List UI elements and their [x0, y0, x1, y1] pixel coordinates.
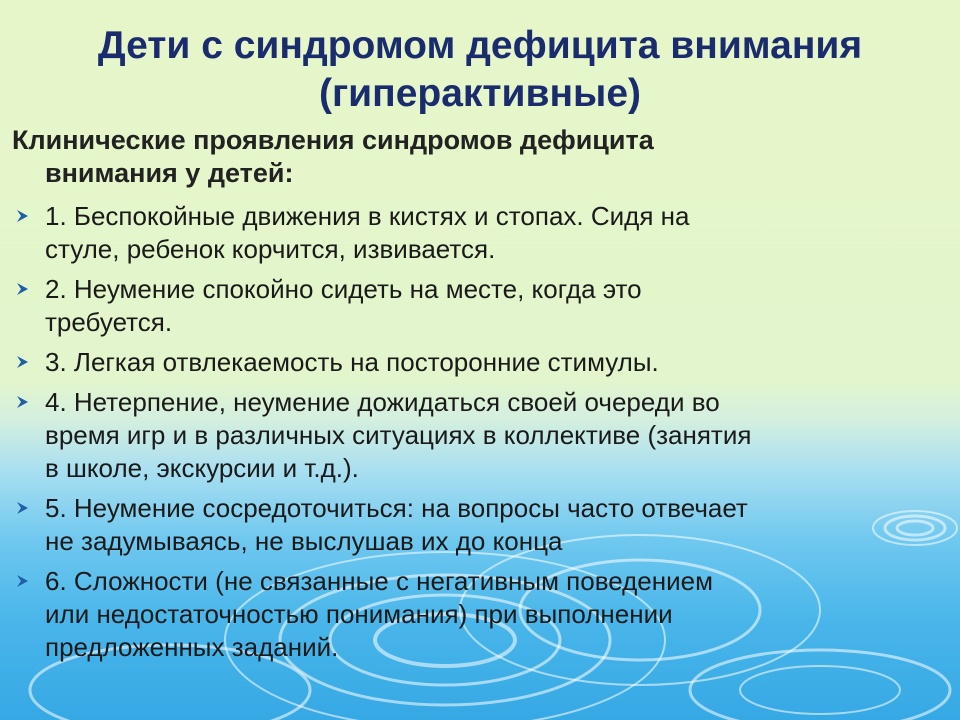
- list-item: [14, 346, 934, 379]
- list-item: [14, 200, 934, 266]
- list-item-line: 4. Нетерпение, неумение дожидаться своей очереди во: [45, 387, 720, 417]
- list-item-line: 2. Неумение спокойно сидеть на месте, когда это: [45, 274, 642, 304]
- list-item: [14, 565, 934, 664]
- list-item: [14, 386, 934, 485]
- list-item: [14, 273, 934, 339]
- section-heading-line-1: Клинические проявления синдромов дефицита: [12, 125, 654, 155]
- list-item-line: не задумываясь, не выслушав их до конца: [45, 526, 563, 556]
- section-heading-line-2: внимания у детей:: [45, 158, 294, 188]
- symptom-list: [14, 200, 934, 671]
- section-heading: [12, 124, 942, 190]
- arrowhead-bullet-icon: [14, 281, 30, 297]
- slide-title: [40, 22, 920, 118]
- list-item-line: 1. Беспокойные движения в кистях и стопах. Сидя на: [45, 201, 690, 231]
- list-item-line: 3. Легкая отвлекаемость на посторонние стимулы.: [45, 347, 659, 377]
- list-item-line: время игр и в различных ситуациях в коллективе (занятия: [45, 420, 752, 450]
- title-line-2: (гиперактивные): [318, 72, 642, 115]
- list-item-line: стуле, ребенок корчится, извивается.: [45, 234, 496, 264]
- list-item-line: требуется.: [45, 307, 173, 337]
- list-item-line: 5. Неумение сосредоточиться: на вопросы часто отвечает: [45, 493, 748, 523]
- list-item-line: в школе, экскурсии и т.д.).: [45, 453, 359, 483]
- arrowhead-bullet-icon: [14, 394, 30, 410]
- list-item-line: или недостаточностью понимания) при выполнении: [45, 599, 673, 629]
- arrowhead-bullet-icon: [14, 208, 30, 224]
- title-line-1: Дети с синдромом дефицита внимания: [97, 24, 863, 67]
- arrowhead-bullet-icon: [14, 354, 30, 370]
- arrowhead-bullet-icon: [14, 573, 30, 589]
- list-item-line: 6. Сложности (не связанные с негативным поведением: [45, 566, 713, 596]
- list-item: [14, 492, 934, 558]
- arrowhead-bullet-icon: [14, 500, 30, 516]
- list-item-line: предложенных заданий.: [45, 632, 339, 662]
